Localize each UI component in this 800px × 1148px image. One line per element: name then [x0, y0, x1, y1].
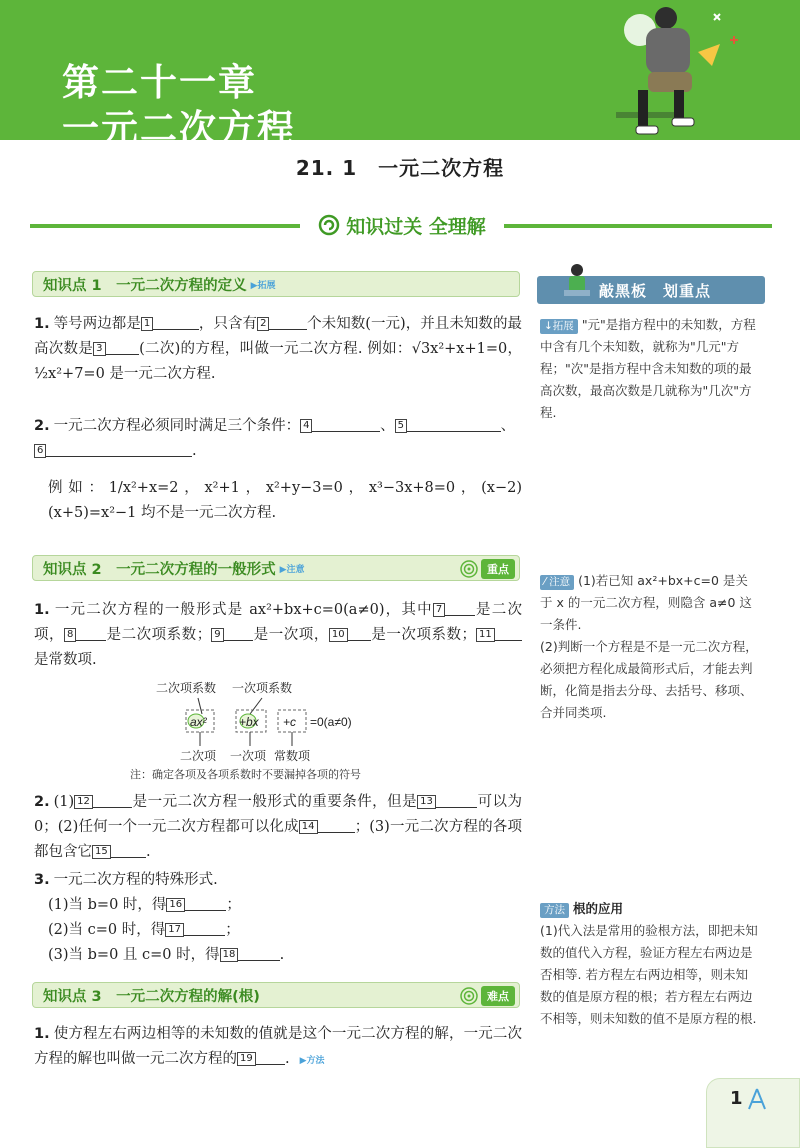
kp2-question-1: [34, 598, 522, 673]
diagram-note: 注：确定各项及各项系数时不要漏掉各项的符号: [130, 768, 361, 781]
separator: 、: [500, 418, 516, 434]
kp3-title: 知识点 3 一元二次方程的解(根): [43, 988, 260, 1005]
answer-blank-7[interactable]: [433, 598, 475, 616]
sidebar-method-note: [540, 898, 760, 1030]
answer-blank-1[interactable]: [141, 312, 199, 330]
question-text: 是一次项，: [253, 627, 329, 643]
answer-blank-17[interactable]: [165, 918, 225, 936]
question-text: 是二次项，: [34, 602, 522, 643]
swirl-icon: [318, 214, 340, 236]
answer-blank-9[interactable]: [211, 623, 253, 641]
question-number: 1.: [34, 602, 50, 618]
chapter-number: 第二十一章: [62, 61, 257, 104]
blank-number: 6: [34, 444, 46, 458]
question-text: (1): [53, 794, 75, 810]
special-form-1: (1)当 b=0 时，得: [48, 897, 167, 913]
compass-icon: [744, 1086, 770, 1112]
knowledge-point-2-header: [32, 555, 520, 581]
kp1-example: 例如：1/x²+x=2，x²+1，x²+y−3=0，x³−3x+8=0，(x−2)(x+5)=x²−1 均不是一元二次方程.: [48, 480, 522, 521]
question-text: 是常数项.: [34, 652, 97, 668]
answer-blank-12[interactable]: [74, 790, 132, 808]
answer-blank-14[interactable]: [299, 815, 355, 833]
extend-text: "元"是指方程中的未知数，方程中含有几个未知数，就称为"几元"方程；"次"是指方程中含未知数的项的最高次数，最高次数是几就称为"几次"方程.: [540, 317, 756, 420]
separator: .: [279, 947, 285, 963]
kp1-title: 知识点 1 一元二次方程的定义: [43, 277, 247, 294]
blank-number: 15: [92, 845, 111, 859]
blank-number: 19: [237, 1052, 256, 1066]
term-constant: +c: [283, 715, 297, 729]
equation-tail: =0(a≠0): [310, 715, 352, 729]
extend-tag: ↓拓展: [540, 319, 578, 334]
page-number: 1: [730, 1088, 743, 1109]
diagram-label-constant-term: 常数项: [274, 749, 311, 763]
blank-number: 2: [257, 317, 269, 331]
student-illustration: [580, 0, 780, 160]
term-linear: +bx: [239, 715, 259, 729]
blank-number: 17: [165, 923, 184, 937]
question-text: 一元二次方程必须同时满足三个条件：: [53, 418, 301, 434]
sidebar-header: 敲黑板 划重点: [537, 276, 765, 304]
separator: 、: [380, 418, 395, 434]
separator: ；: [226, 897, 241, 913]
question-number: 2.: [34, 418, 50, 434]
answer-blank-19[interactable]: [237, 1047, 285, 1065]
teacher-icon: [562, 262, 592, 304]
question-text: ；(3)一元二次方程的各项都包含它: [34, 819, 522, 860]
question-text: .: [146, 844, 151, 860]
blank-number: 16: [166, 898, 185, 912]
method-tag: 方法: [540, 903, 569, 918]
question-text: 一元二次方程的一般形式是 ax²+bx+c=0(a≠0)，其中: [53, 602, 433, 618]
badge-label: 难点: [481, 986, 515, 1006]
knowledge-point-1-header: [32, 271, 520, 297]
question-text: 是一元二次方程一般形式的重要条件，但是: [132, 794, 418, 810]
question-text: 等号两边都是: [53, 316, 141, 332]
chapter-title: 一元二次方程: [62, 107, 296, 150]
question-text: .: [285, 1051, 290, 1067]
question-text: ，只含有: [198, 316, 258, 332]
special-form-3: (3)当 b=0 且 c=0 时，得: [48, 947, 220, 963]
answer-blank-10[interactable]: [329, 623, 371, 641]
question-text: 一元二次方程的特殊形式.: [53, 872, 218, 888]
blank-number: 3: [93, 342, 105, 356]
attention-tag: ⁄ 注意: [540, 575, 574, 590]
kp2-question-3: [34, 868, 522, 968]
blank-number: 13: [417, 795, 436, 809]
question-text: 是二次项系数；: [106, 627, 212, 643]
difficult-point-badge: [460, 986, 515, 1006]
question-number: 3.: [34, 872, 50, 888]
diagram-label-quadratic-term: 二次项: [180, 749, 217, 763]
target-icon: [460, 560, 478, 578]
diagram-label-quadratic-coefficient: 二次项系数: [156, 681, 217, 695]
blank-number: 4: [300, 419, 312, 433]
question-text: 个未知数(一元)，并且未知数的最高次数是: [34, 316, 522, 357]
knowledge-point-3-header: [32, 982, 520, 1008]
section-title: 21. 1 一元二次方程: [295, 156, 505, 180]
question-text: 可以为 0；(2)任何一个一元二次方程都可以化成: [34, 794, 523, 835]
blank-number: 18: [220, 948, 239, 962]
blank-number: 8: [64, 628, 76, 642]
answer-blank-8[interactable]: [64, 623, 106, 641]
answer-blank-4[interactable]: [300, 414, 380, 432]
kp2-note-tag[interactable]: ▶注意: [279, 564, 305, 575]
answer-blank-18[interactable]: [220, 943, 280, 961]
answer-blank-13[interactable]: [417, 790, 477, 808]
kp1-question-2: [34, 414, 522, 526]
blank-number: 12: [74, 795, 93, 809]
kp3-question-1: [34, 1022, 522, 1074]
question-text: (二次)的方程，叫做一元二次方程. 例如：√3x²+x+1=0，½x²+7=0 是一元二次方程.: [34, 341, 523, 382]
blank-number: 11: [476, 628, 495, 642]
answer-blank-5[interactable]: [395, 414, 501, 432]
blank-number: 9: [211, 628, 223, 642]
question-text: 使方程左右两边相等的未知数的值就是这个一元二次方程的解，一元二次方程的解也叫做一元二次方程的: [34, 1026, 522, 1067]
target-icon: [460, 987, 478, 1005]
blank-number: 7: [433, 603, 445, 617]
attention-text-2: (2)判断一个方程是不是一元二次方程，必须把方程化成最简形式后，才能去判断，化简是指去分母、去括号、移项、合并同类项.: [540, 639, 758, 720]
kp1-extend-tag[interactable]: ▶拓展: [250, 280, 276, 291]
kp2-title: 知识点 2 一元二次方程的一般形式: [43, 561, 276, 578]
method-title: 根的应用: [573, 901, 624, 916]
kp1-question-1: [34, 312, 522, 387]
question-number: 2.: [34, 794, 50, 810]
sidebar-attention-note: [540, 570, 760, 724]
banner-divider-right: [502, 224, 772, 228]
question-text: .: [192, 443, 197, 459]
term-quadratic: ax²: [190, 715, 207, 729]
blank-number: 10: [329, 628, 348, 642]
question-text: 是一次项系数；: [370, 627, 477, 643]
blank-number: 5: [395, 419, 407, 433]
badge-label: 重点: [481, 559, 515, 579]
banner-label: 知识过关 全理解: [346, 215, 486, 238]
question-number: 1.: [34, 1026, 50, 1042]
answer-blank-3[interactable]: [93, 337, 139, 355]
banner-divider-left: [30, 224, 302, 228]
knowledge-banner: [300, 209, 504, 241]
answer-blank-11[interactable]: [476, 623, 522, 641]
special-form-2: (2)当 c=0 时，得: [48, 922, 166, 938]
kp2-question-2: [34, 790, 522, 865]
answer-blank-15[interactable]: [92, 840, 146, 858]
diagram-label-linear-term: 一次项: [230, 749, 267, 763]
diagram-label-linear-coefficient: 一次项系数: [232, 681, 293, 695]
kp3-method-tag[interactable]: ▶方法: [299, 1056, 325, 1066]
method-text: (1)代入法是常用的验根方法，即把未知数的值代入方程，验证方程左右两边是否相等. 若方程左右两边相等，则未知数的值是原方程的根；若方程左右两边不相等，则未知数的值不是原方程的根.: [540, 923, 758, 1026]
attention-text-1: (1)若已知 ax²+bx+c=0 是关于 x 的一元二次方程，则隐含 a≠0 这一条件.: [540, 573, 752, 632]
separator: ；: [225, 922, 240, 938]
blank-number: 1: [141, 317, 153, 331]
answer-blank-2[interactable]: [257, 312, 307, 330]
answer-blank-16[interactable]: [166, 893, 226, 911]
key-point-badge: [460, 559, 515, 579]
blank-number: 14: [299, 820, 318, 834]
question-number: 1.: [34, 316, 50, 332]
answer-blank-6[interactable]: [34, 439, 192, 457]
sidebar-extend-note: [540, 314, 760, 424]
